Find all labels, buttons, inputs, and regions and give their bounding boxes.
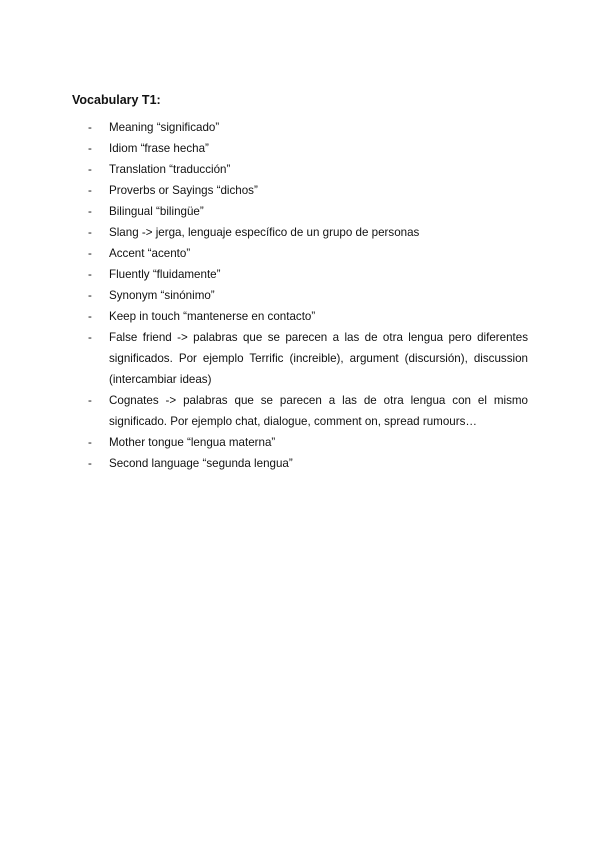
list-item-text: Synonym “sinónimo” (109, 289, 215, 302)
list-item-text: Mother tongue “lengua materna” (109, 436, 276, 449)
list-item-text: Bilingual “bilingüe” (109, 205, 204, 218)
list-item (88, 453, 528, 474)
list-bullet: - (88, 142, 92, 155)
list-bullet: - (88, 247, 92, 260)
list-item-text: Idiom “frase hecha” (109, 142, 209, 155)
list-item (88, 390, 528, 432)
list-item-text: Fluently “fluidamente” (109, 268, 221, 281)
list-item (88, 243, 528, 264)
document-title: Vocabulary T1: (72, 93, 161, 107)
list-bullet: - (88, 310, 92, 323)
list-item-text: Meaning “significado” (109, 121, 220, 134)
list-item (88, 264, 528, 285)
list-bullet: - (88, 436, 92, 449)
list-item-text: Slang -> jerga, lenguaje específico de un grupo de personas (109, 226, 420, 239)
list-bullet: - (88, 184, 92, 197)
list-item (88, 159, 528, 180)
vocabulary-list (88, 117, 528, 474)
list-item (88, 222, 528, 243)
list-item-text: Cognates -> palabras que se parecen a las de otra lengua con el mismo significado. Por ejemplo chat, dialogue, comment on, spread rumours… (109, 394, 528, 428)
list-bullet: - (88, 289, 92, 302)
list-bullet: - (88, 457, 92, 470)
list-bullet: - (88, 163, 92, 176)
list-bullet: - (88, 121, 92, 134)
list-bullet: - (88, 331, 92, 344)
list-item (88, 327, 528, 390)
list-item-text: Translation “traducción” (109, 163, 231, 176)
list-bullet: - (88, 205, 92, 218)
list-item-text: Keep in touch “mantenerse en contacto” (109, 310, 316, 323)
list-item-text: False friend -> palabras que se parecen a las de otra lengua pero diferentes significados. Por ejemplo Terrific (increible), argument (discursión), discussion (intercambiar ideas) (109, 331, 528, 386)
list-bullet: - (88, 268, 92, 281)
list-item (88, 117, 528, 138)
list-item-text: Second language “segunda lengua” (109, 457, 293, 470)
list-item (88, 285, 528, 306)
list-item (88, 180, 528, 201)
list-item-text: Proverbs or Sayings “dichos” (109, 184, 258, 197)
list-bullet: - (88, 394, 92, 407)
list-item (88, 138, 528, 159)
list-bullet: - (88, 226, 92, 239)
list-item-text: Accent “acento” (109, 247, 191, 260)
list-item (88, 201, 528, 222)
list-item (88, 432, 528, 453)
list-item (88, 306, 528, 327)
